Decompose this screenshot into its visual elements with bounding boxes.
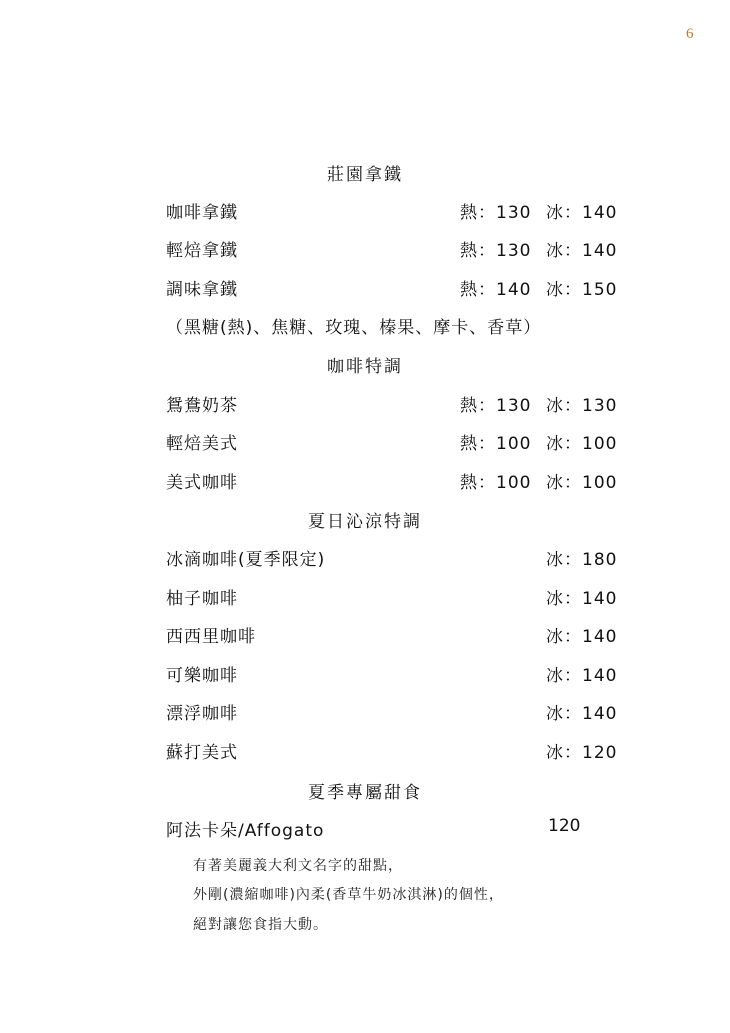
ice-price: 冰：130: [546, 396, 618, 416]
item-name: 西西里咖啡: [166, 627, 256, 647]
ice-price: 冰：140: [546, 704, 618, 724]
item-price: 120: [548, 816, 581, 836]
page-number: 6: [686, 26, 694, 42]
ice-price: 冰：100: [546, 473, 618, 493]
menu-item: [166, 622, 626, 646]
menu-item: [166, 699, 626, 723]
menu-item: [166, 584, 626, 608]
ice-price: 冰：140: [546, 666, 618, 686]
hot-price: 熱：100: [460, 434, 532, 454]
section-title-estate-latte: 莊園拿鐵: [327, 165, 403, 185]
ice-price: 冰：140: [546, 589, 618, 609]
ice-price: 冰：120: [546, 743, 618, 763]
hot-price: 熱：130: [460, 396, 532, 416]
ice-price: 冰：180: [546, 550, 618, 570]
menu-item: [166, 391, 626, 415]
dessert-description-line: 外剛(濃縮咖啡)內柔(香草牛奶冰淇淋)的個性，: [193, 887, 504, 903]
item-name: 咖啡拿鐵: [166, 203, 238, 223]
hot-price: 熱：130: [460, 241, 532, 261]
dessert-description-line: 有著美麗義大利文名字的甜點，: [193, 858, 403, 874]
ice-price: 冰：140: [546, 203, 618, 223]
menu-item: [166, 275, 626, 299]
menu-item: [166, 198, 626, 222]
hot-price: 熱：130: [460, 203, 532, 223]
menu-item: [166, 468, 626, 492]
ice-price: 冰：140: [546, 241, 618, 261]
menu-item: [166, 545, 626, 569]
flavor-options-note: （黑糖(熱)、焦糖、玫瑰、榛果、摩卡、香草）: [166, 318, 542, 338]
item-name: 美式咖啡: [166, 473, 238, 493]
section-title-summer-desserts: 夏季專屬甜食: [308, 783, 422, 803]
item-name: 阿法卡朵/Affogato: [166, 821, 325, 841]
item-name: 調味拿鐵: [166, 280, 238, 300]
item-name: 輕焙美式: [166, 434, 238, 454]
menu-item: [166, 661, 626, 685]
item-name: 漂浮咖啡: [166, 704, 238, 724]
ice-price: 冰：140: [546, 627, 618, 647]
dessert-description-line: 絕對讓您食指大動。: [193, 917, 328, 933]
menu-item: [166, 738, 626, 762]
menu-item: [166, 236, 626, 260]
ice-price: 冰：100: [546, 434, 618, 454]
item-name: 鴛鴦奶茶: [166, 396, 238, 416]
ice-price: 冰：150: [546, 280, 618, 300]
section-title-coffee-specials: 咖啡特調: [327, 357, 403, 377]
section-title-summer-specials: 夏日沁涼特調: [308, 512, 422, 532]
item-name: 冰滴咖啡(夏季限定): [166, 550, 326, 570]
menu-item: [166, 429, 626, 453]
hot-price: 熱：140: [460, 280, 532, 300]
item-name: 可樂咖啡: [166, 666, 238, 686]
hot-price: 熱：100: [460, 473, 532, 493]
item-name: 輕焙拿鐵: [166, 241, 238, 261]
item-name: 蘇打美式: [166, 743, 238, 763]
item-name: 柚子咖啡: [166, 589, 238, 609]
